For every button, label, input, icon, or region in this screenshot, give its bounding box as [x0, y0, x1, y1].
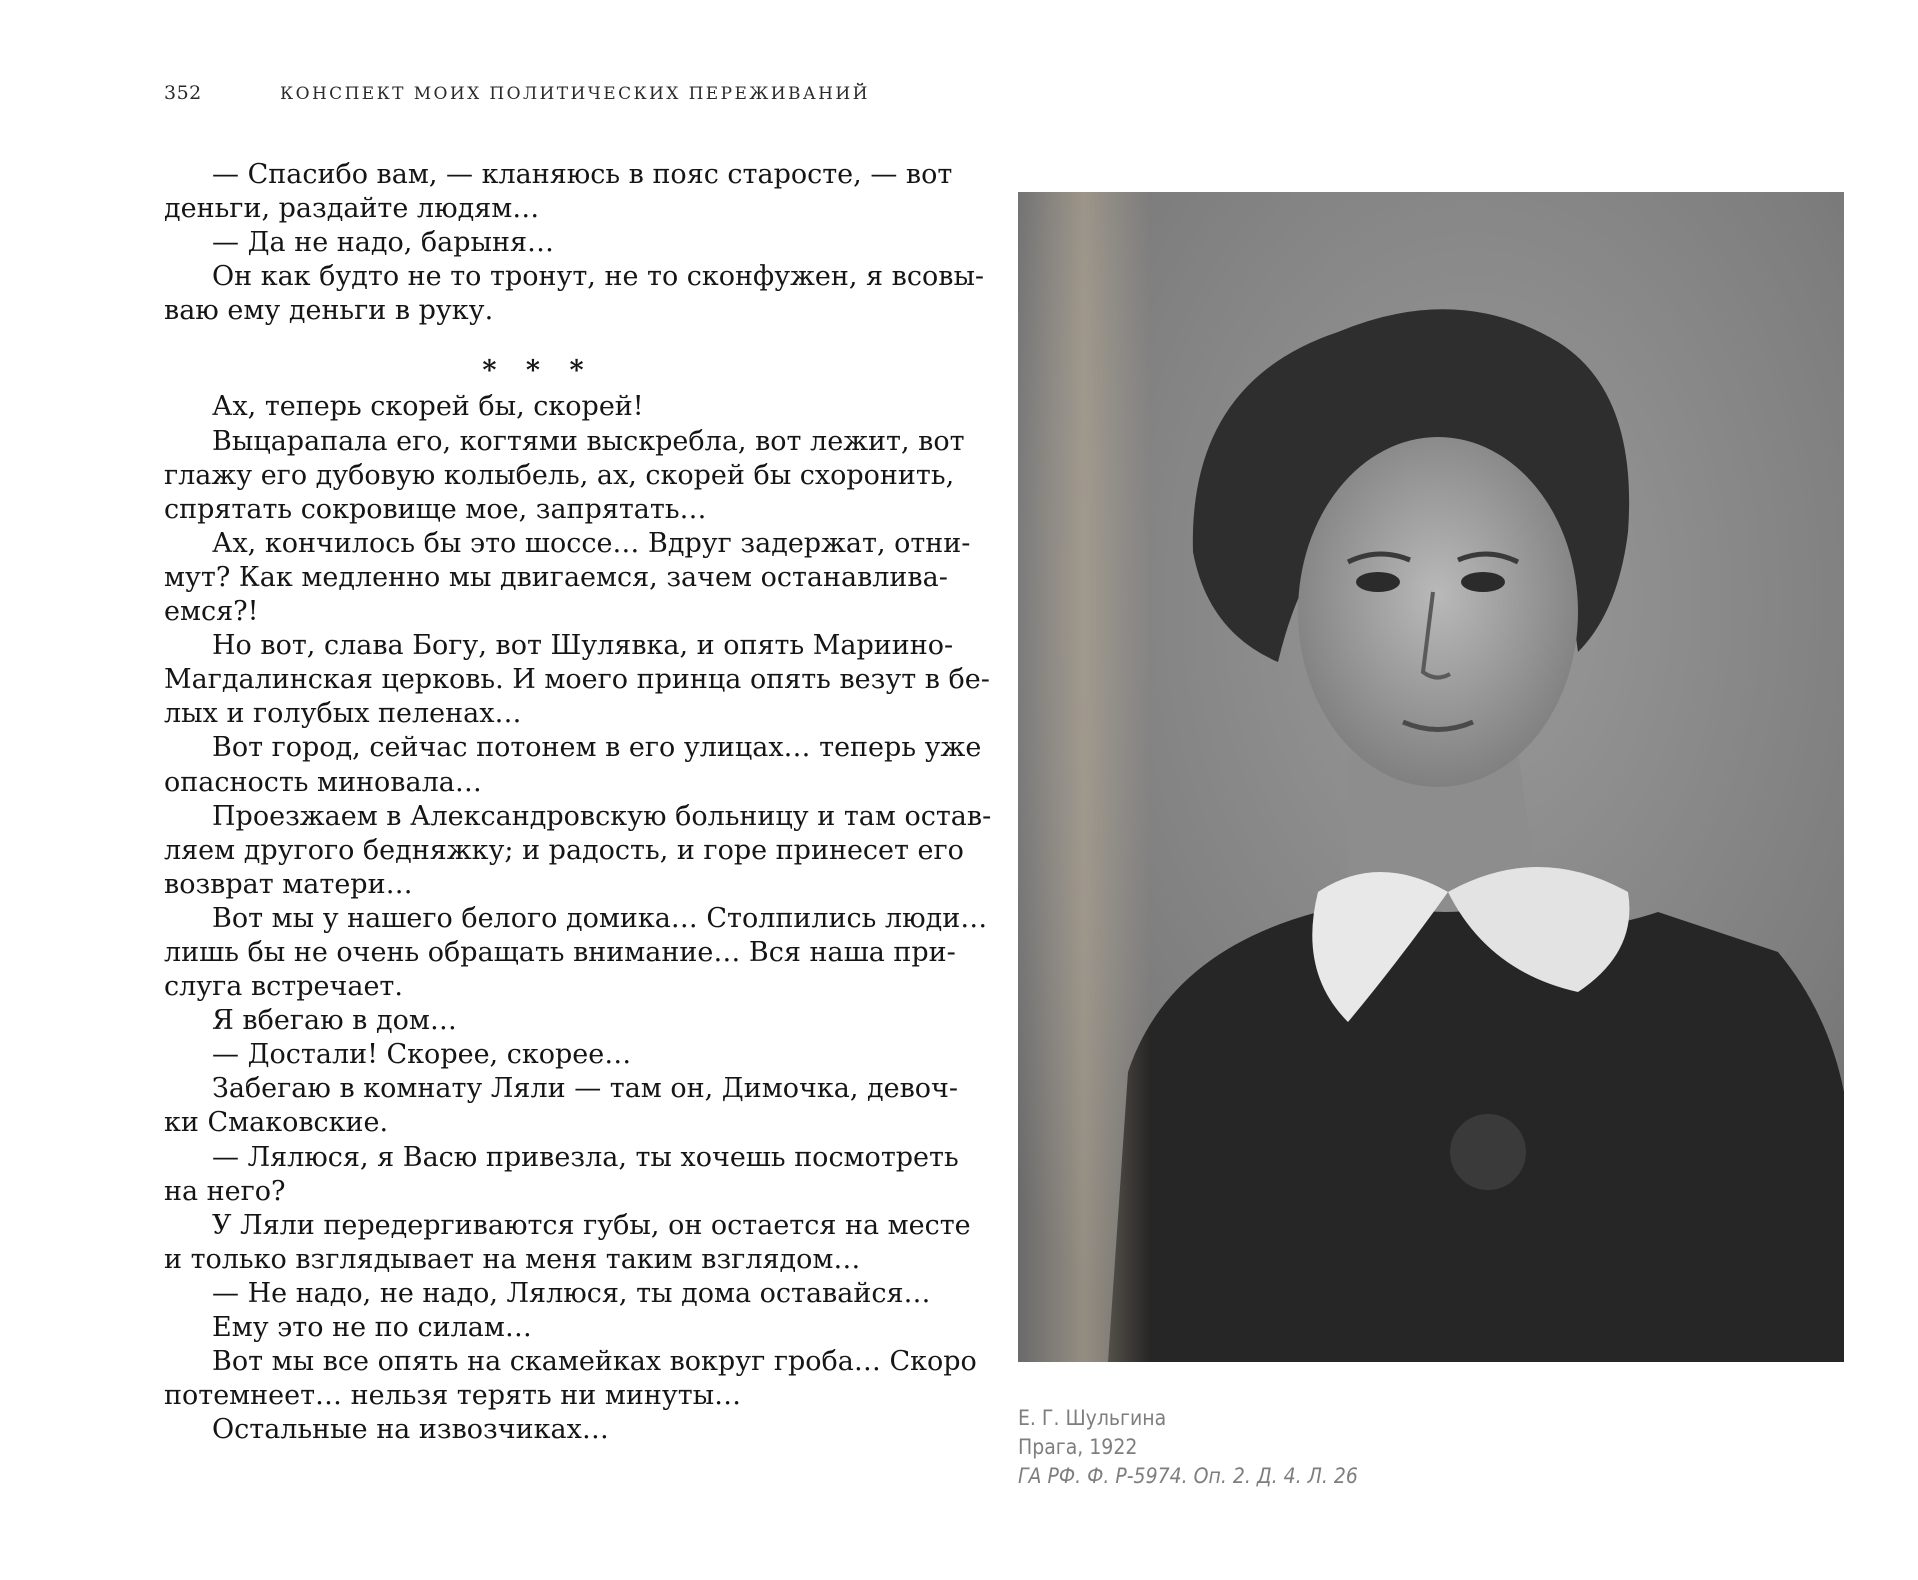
text-line: Ему это не по силам…	[212, 1312, 532, 1343]
text-line: — Не надо, не надо, Лялюся, ты дома оставайся…	[212, 1277, 931, 1309]
portrait-illustration	[1018, 192, 1844, 1362]
text-line: емся?!	[164, 596, 259, 628]
text-line: слуга встречает.	[164, 971, 403, 1003]
portrait-photo	[1018, 192, 1844, 1362]
text-line: — Достали! Скорее, скорее…	[212, 1039, 632, 1071]
text-line: Магдалинская церковь. И моего принца опять везут в бе-	[164, 664, 990, 696]
text-line: ляем другого бедняжку; и радость, и горе принесет его	[164, 834, 964, 866]
caption-place-year: Прага, 1922	[1018, 1435, 1138, 1459]
text-line: лишь бы не очень обращать внимание… Вся наша при-	[164, 936, 956, 968]
caption-archive: ГА РФ. Ф. Р-5974. Оп. 2. Д. 4. Л. 26	[1018, 1464, 1358, 1488]
text-line: ки Смаковские.	[164, 1107, 389, 1139]
running-title: КОНСПЕКТ МОИХ ПОЛИТИЧЕСКИХ ПЕРЕЖИВАНИЙ	[280, 84, 870, 104]
running-header	[164, 82, 870, 104]
text-line: Но вот, слава Богу, вот Шулявка, и опять Мариино-	[212, 630, 954, 662]
text-line: Он как будто не то тронут, не то сконфужен, я всовы-	[212, 261, 985, 293]
text-line: глажу его дубовую колыбель, ах, скорей бы схоронить,	[164, 459, 955, 491]
text-line: — Спасибо вам, — кланяюсь в пояс старосте, — вот	[212, 159, 953, 190]
section-separator: * * *	[482, 355, 594, 387]
text-line: Остальные на извозчиках…	[212, 1414, 609, 1446]
text-line: Выцарапала его, когтями выскребла, вот лежит, вот	[212, 425, 965, 457]
text-line: и только взглядывает на меня таким взглядом…	[164, 1243, 861, 1275]
text-line: — Да не надо, барыня…	[212, 227, 555, 259]
caption-name: Е. Г. Шульгина	[1018, 1406, 1167, 1430]
body-text	[164, 158, 992, 1447]
text-line: — Лялюся, я Васю привезла, ты хочешь посмотреть	[212, 1141, 959, 1173]
text-line: Забегаю в комнату Ляли — там он, Димочка, девоч-	[212, 1073, 959, 1105]
text-line: мут? Как медленно мы двигаемся, зачем останавлива-	[164, 561, 948, 593]
text-line: Ах, кончилось бы это шоссе… Вдруг задержат, отни-	[212, 527, 971, 559]
text-line: Вот мы все опять на скамейках вокруг гроба… Скоро	[212, 1346, 977, 1378]
text-line: лых и голубых пеленах…	[164, 698, 522, 730]
text-line: Проезжаем в Александровскую больницу и там остав-	[212, 800, 992, 832]
text-line: Вот город, сейчас потонем в его улицах… теперь уже	[212, 732, 982, 764]
page-number: 352	[164, 82, 202, 104]
text-line: Я вбегаю в дом…	[212, 1005, 457, 1037]
text-line: на него?	[164, 1175, 286, 1207]
text-line: У Ляли передергиваются губы, он остается на месте	[212, 1209, 971, 1241]
text-line: ваю ему деньги в руку.	[164, 295, 494, 327]
text-line: деньги, раздайте людям…	[164, 193, 540, 225]
text-line: потемнеет… нельзя терять ни минуты…	[164, 1380, 742, 1412]
text-line	[164, 328, 912, 354]
text-line: Ах, теперь скорей бы, скорей!	[212, 391, 644, 423]
text-line: спрятать сокровище мое, запрятать…	[164, 493, 707, 525]
photo-caption	[1018, 1404, 1358, 1491]
text-line: опасность миновала…	[164, 766, 482, 798]
text-line: возврат матери…	[164, 868, 413, 900]
text-line: Вот мы у нашего белого домика… Столпились люди…	[212, 902, 988, 934]
